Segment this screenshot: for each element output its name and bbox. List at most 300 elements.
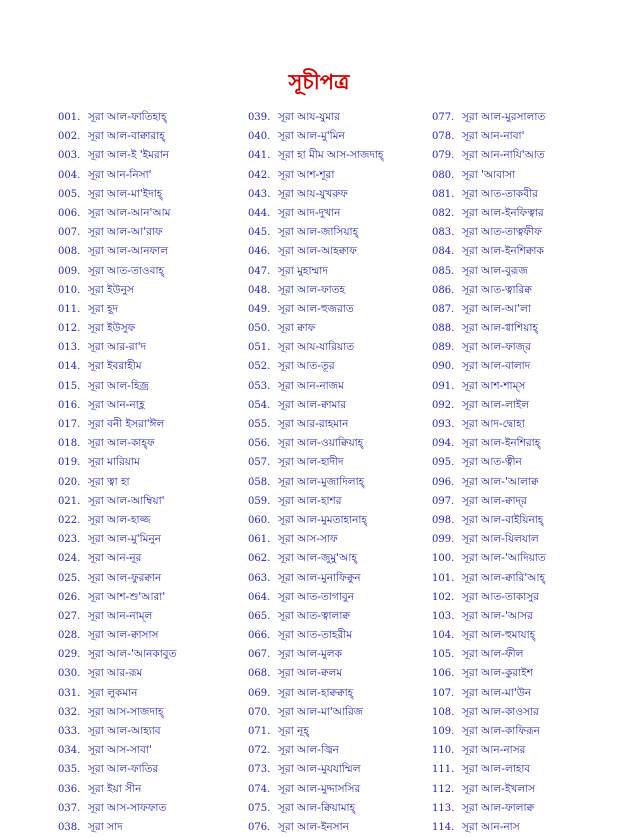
surah-name: সূরা আল-ফাজ্‌র	[462, 341, 531, 354]
toc-entry	[432, 549, 612, 568]
surah-name: সূরা আশ-শূরা	[278, 168, 335, 181]
surah-name: সূরা আত-ত্বারিক্ব	[462, 283, 532, 296]
surah-name: সূরা আল-মুযযাম্মিল	[278, 763, 361, 776]
toc-entry	[432, 569, 612, 588]
toc-entry	[248, 626, 423, 645]
surah-name: সূরা আল-ক্বারি'আহ্	[462, 571, 545, 584]
entry-number: 068.	[248, 668, 271, 680]
entry-number: 083.	[432, 227, 455, 239]
entry-number: 109.	[432, 726, 455, 737]
entry-number: 054.	[248, 399, 271, 411]
surah-name: সূরা আল-হিজ্র	[88, 379, 149, 392]
toc-entry	[58, 396, 228, 415]
entry-number: 063.	[248, 572, 271, 584]
toc-entry	[58, 530, 228, 549]
entry-number: 108.	[432, 706, 455, 718]
surah-name: সূরা আত-তাহরীম	[278, 629, 353, 642]
toc-entry	[58, 760, 228, 779]
surah-name: সূরা আল-ক্বলম	[278, 667, 343, 680]
toc-entry	[248, 338, 423, 357]
entry-number: 085.	[432, 265, 455, 277]
toc-entry	[58, 204, 228, 223]
surah-name: সূরা আল-ফাতহ	[278, 283, 346, 296]
entry-number: 066.	[248, 630, 271, 642]
toc-entry	[248, 319, 423, 338]
toc-entry	[432, 396, 612, 415]
toc-entry	[58, 338, 228, 357]
surah-name: সূরা লুকমান	[88, 686, 138, 699]
entry-number: 033.	[58, 726, 81, 737]
entry-number: 075.	[248, 802, 271, 814]
toc-entry	[58, 185, 228, 204]
surah-name: সূরা আশ-শু'আরা'	[88, 590, 166, 603]
surah-name: সূরা আত-তাগাবুন	[278, 590, 354, 603]
entry-number: 043.	[248, 188, 271, 200]
toc-entry	[248, 799, 423, 818]
entry-number: 114.	[432, 821, 455, 833]
surah-name: সূরা আল-গ্বাশিয়াহ্	[462, 322, 538, 335]
entry-number: 064.	[248, 591, 271, 603]
entry-number: 045.	[248, 227, 271, 239]
toc-entry	[58, 434, 228, 453]
surah-name: সূরা আত-তাকবীর	[462, 187, 538, 200]
entry-number: 071.	[248, 726, 271, 737]
surah-name: সূরা আস-সাফফাত	[88, 801, 167, 814]
surah-name: সূরা আল-'আনকাবুত	[88, 648, 177, 661]
entry-number: 041.	[248, 150, 271, 162]
entry-number: 060.	[248, 514, 271, 526]
entry-number: 070.	[248, 706, 271, 718]
surah-name: সূরা আন-নূর	[88, 552, 142, 565]
surah-name: সূরা হূদ	[88, 302, 119, 315]
toc-entry	[432, 338, 612, 357]
toc-entry	[248, 396, 423, 415]
entry-number: 010.	[58, 284, 81, 296]
surah-name: সূরা আর-রা'দ	[88, 341, 147, 354]
entry-number: 026.	[58, 591, 81, 603]
entry-number: 056.	[248, 438, 271, 450]
toc-entry	[432, 434, 612, 453]
entry-number: 029.	[58, 649, 81, 661]
toc-entry	[432, 530, 612, 549]
entry-number: 078.	[432, 131, 455, 143]
surah-name: সূরা আল-হুমাযাহ্	[462, 629, 536, 642]
toc-entry	[432, 664, 612, 683]
entry-number: 058.	[248, 476, 271, 488]
toc-entry	[58, 607, 228, 626]
entry-number: 084.	[432, 246, 455, 258]
surah-name: সূরা ইয়া সীন	[88, 782, 142, 795]
entry-number: 015.	[58, 380, 81, 392]
entry-number: 022.	[58, 514, 81, 526]
surah-name: সূরা ইবরাহীম	[88, 360, 142, 373]
toc-entry	[58, 664, 228, 683]
toc-entry	[248, 588, 423, 607]
entry-number: 061.	[248, 534, 271, 546]
surah-name: সূরা ইউসুফ	[88, 322, 136, 335]
toc-entry	[432, 473, 612, 492]
surah-name: সূরা আল-ফীল	[462, 648, 524, 661]
toc-entry	[432, 722, 612, 741]
surah-name: সূরা নূহ্	[278, 725, 309, 737]
toc-entry	[432, 703, 612, 722]
surah-name: সূরা আল-লাইল	[462, 398, 530, 411]
entry-number: 032.	[58, 706, 81, 718]
surah-name: সূরা আত-তাত্বফীফ	[462, 226, 542, 239]
toc-entry	[248, 108, 423, 127]
surah-name: সূরা আল-কাফিরূন	[462, 725, 540, 737]
surah-name: সূরা আল-মু'মিন	[278, 130, 345, 143]
entry-number: 001.	[58, 112, 81, 123]
entry-number: 095.	[432, 457, 455, 469]
surah-name: সূরা আল-ইনশিক্বাক	[462, 245, 544, 258]
toc-entry	[248, 473, 423, 492]
entry-number: 047.	[248, 265, 271, 277]
toc-entry	[58, 569, 228, 588]
toc-entry	[248, 146, 423, 165]
entry-number: 018.	[58, 438, 81, 450]
surah-name: সূরা আল-ক্বিয়ামাহ্	[278, 801, 356, 814]
surah-name: সূরা আল-হাদীদ	[278, 456, 344, 469]
toc-entry	[58, 492, 228, 511]
surah-name: সূরা আল-মুজাদিলাহ্	[278, 475, 365, 488]
surah-name: সূরা আল-'আলাক্ব	[462, 475, 539, 488]
entry-number: 014.	[58, 361, 81, 373]
surah-name: সূরা বনী ইসরা'ঈল	[88, 418, 165, 430]
surah-name: সূরা ক্বাফ	[278, 322, 316, 335]
entry-number: 106.	[432, 668, 455, 680]
toc-entry	[248, 127, 423, 146]
surah-name: সূরা আন-নাসর	[462, 744, 526, 757]
entry-number: 024.	[58, 553, 81, 565]
entry-number: 067.	[248, 649, 271, 661]
surah-name: সূরা আল-আনফাল	[88, 245, 169, 258]
entry-number: 052.	[248, 361, 271, 373]
surah-name: সূরা আত-তাকাসুর	[462, 590, 540, 603]
toc-entry	[432, 492, 612, 511]
entry-number: 105.	[432, 649, 455, 661]
toc-entry	[58, 645, 228, 664]
entry-number: 103.	[432, 610, 455, 622]
surah-name: সূরা আল-ইনসান	[278, 820, 349, 833]
surah-name: সূরা আল-ফাতির	[88, 763, 159, 776]
surah-name: সূরা আস-সাজদাহ্	[88, 705, 164, 718]
toc-entry	[58, 357, 228, 376]
entry-number: 049.	[248, 303, 271, 315]
toc-entry	[432, 281, 612, 300]
entry-number: 102.	[432, 591, 455, 603]
surah-name: সূরা আন-নাবা'	[462, 130, 525, 143]
surah-name: সূরা আল-হাশর	[278, 494, 342, 507]
surah-name: সূরা আল-লাহাব	[462, 763, 531, 776]
toc-entry	[432, 818, 612, 837]
surah-name: সূরা আল-আহক্বাফ	[278, 245, 357, 258]
entry-number: 037.	[58, 802, 81, 814]
entry-number: 100.	[432, 553, 455, 565]
entry-number: 073.	[248, 764, 271, 776]
surah-name: সূরা আল-ফাতিহাহ্	[88, 111, 167, 123]
entry-number: 030.	[58, 668, 81, 680]
surah-name: সূরা আল-কাওসার	[462, 705, 539, 718]
toc-entry	[248, 415, 423, 434]
entry-number: 057.	[248, 457, 271, 469]
toc-entry	[432, 185, 612, 204]
surah-name: সূরা আল-ফালাক্ব	[462, 801, 535, 814]
toc-entry	[248, 569, 423, 588]
surah-name: সূরা আল-মুদ্দাসসির	[278, 782, 361, 795]
toc-entry	[248, 281, 423, 300]
entry-number: 086.	[432, 284, 455, 296]
surah-name: সূরা আল-মুনাফিক্বুন	[278, 571, 361, 584]
surah-name: সূরা আল-আম্বিয়া'	[88, 494, 165, 507]
surah-name: সূরা আন-নাযি'আত	[462, 149, 545, 162]
toc-entry	[58, 511, 228, 530]
entry-number: 036.	[58, 783, 81, 795]
surah-name: সূরা আল-ইখলাস	[462, 782, 536, 795]
toc-entry	[58, 146, 228, 165]
toc-entry	[432, 607, 612, 626]
entry-number: 079.	[432, 150, 455, 162]
entry-number: 072.	[248, 745, 271, 757]
surah-name: সূরা মারিয়াম	[88, 456, 140, 469]
toc-entry	[248, 377, 423, 396]
surah-name: সূরা আত-ত্বালাক্ব	[278, 609, 350, 622]
surah-name: সূরা আল-যিলযাল	[462, 533, 539, 546]
surah-name: সূরা আয-যুমার	[278, 111, 340, 123]
toc-column-2	[248, 108, 423, 837]
toc-entry	[432, 780, 612, 799]
toc-entry	[432, 242, 612, 261]
toc-entry	[58, 818, 228, 837]
entry-number: 017.	[58, 419, 81, 430]
surah-name: সূরা আস-সাফ	[278, 533, 338, 546]
entry-number: 110.	[432, 745, 455, 757]
entry-number: 090.	[432, 361, 455, 373]
surah-name: সূরা ত্বা হা	[88, 475, 130, 488]
surah-name: সূরা আল-জাসিয়াহ্	[278, 226, 359, 239]
entry-number: 038.	[58, 821, 81, 833]
surah-name: সূরা আল-মু'মিনুন	[88, 533, 162, 546]
toc-entry	[432, 377, 612, 396]
toc-entry	[58, 377, 228, 396]
entry-number: 065.	[248, 610, 271, 622]
toc-entry	[248, 818, 423, 837]
toc-entry	[248, 511, 423, 530]
entry-number: 034.	[58, 745, 81, 757]
toc-entry	[248, 664, 423, 683]
surah-name: সূরা আল-ক্বাদ্‌র	[462, 494, 527, 507]
entry-number: 048.	[248, 284, 271, 296]
entry-number: 113.	[432, 802, 455, 814]
surah-name: সূরা আন-নাহ্ল	[88, 398, 145, 411]
toc-entry	[248, 223, 423, 242]
toc-entry	[248, 204, 423, 223]
entry-number: 111.	[432, 764, 455, 776]
entry-number: 023.	[58, 534, 81, 546]
entry-number: 009.	[58, 265, 81, 277]
entry-number: 074.	[248, 783, 271, 795]
toc-entry	[58, 626, 228, 645]
surah-name: সূরা আল-ই 'ইমরান	[88, 149, 170, 162]
surah-name: সূরা আল-মুরসালাত	[462, 111, 546, 123]
toc-entry	[432, 262, 612, 281]
surah-name: সূরা আত-তূর	[278, 360, 335, 373]
entry-number: 053.	[248, 380, 271, 392]
surah-name: সূরা আল-আ'লা	[462, 302, 531, 315]
surah-name: সূরা আল-বাক্বারাহ্	[88, 130, 165, 143]
entry-number: 035.	[58, 764, 81, 776]
entry-number: 104.	[432, 630, 455, 642]
toc-entry	[58, 453, 228, 472]
surah-name: সূরা হা মীম আস-সাজদাহ্	[278, 149, 384, 162]
entry-number: 069.	[248, 687, 271, 699]
surah-name: সূরা আল-জুমু'আহ্	[278, 552, 357, 565]
entry-number: 107.	[432, 687, 455, 699]
surah-name: সূরা আল-ওয়াক্বিয়াহ্	[278, 437, 364, 450]
toc-entry	[58, 319, 228, 338]
toc-entry	[432, 300, 612, 319]
entry-number: 076.	[248, 821, 271, 833]
toc-entry	[432, 166, 612, 185]
entry-number: 042.	[248, 169, 271, 181]
toc-entry	[58, 262, 228, 281]
surah-name: সূরা আস-সাবা'	[88, 744, 152, 757]
entry-number: 003.	[58, 150, 81, 162]
surah-name: সূরা আল-হাক্বক্বাহ্	[278, 686, 354, 699]
toc-entry	[432, 415, 612, 434]
toc-entry	[432, 760, 612, 779]
surah-name: সূরা আত-তাওবাহ্	[88, 264, 165, 277]
toc-entry	[58, 741, 228, 760]
surah-name: সূরা আন-নাম্‌ল	[88, 609, 153, 622]
entry-number: 040.	[248, 131, 271, 143]
toc-entry	[248, 357, 423, 376]
surah-name: সূরা আল-মা'আরিজ	[278, 705, 364, 718]
surah-name: সূরা আন-নাস	[462, 820, 520, 833]
toc-entry	[432, 319, 612, 338]
surah-name: সূরা আত-ত্বীন	[462, 456, 522, 469]
toc-entry	[58, 127, 228, 146]
surah-name: সূরা সাদ	[88, 820, 123, 833]
toc-entry	[248, 434, 423, 453]
toc-entry	[432, 645, 612, 664]
surah-name: সূরা আল-মা'উন	[462, 686, 532, 699]
surah-name: সূরা আন-নিসা'	[88, 168, 152, 181]
entry-number: 020.	[58, 476, 81, 488]
surah-name: সূরা আন-নাজম	[278, 379, 344, 392]
toc-entry	[432, 146, 612, 165]
surah-name: সূরা আল-বাইয়িনাহ্	[462, 513, 544, 526]
entry-number: 059.	[248, 495, 271, 507]
surah-name: সূরা আদ-দুখান	[278, 206, 341, 219]
entry-number: 088.	[432, 323, 455, 335]
surah-name: সূরা আল-কুরাইশ	[462, 667, 533, 680]
surah-name: সূরা আশ-শাম্‌স	[462, 379, 526, 392]
entry-number: 027.	[58, 610, 81, 622]
toc-entry	[248, 166, 423, 185]
surah-name: সূরা আল-মুমতাহানাহ্	[278, 513, 367, 526]
entry-number: 044.	[248, 207, 271, 219]
entry-number: 099.	[432, 534, 455, 546]
entry-number: 096.	[432, 476, 455, 488]
surah-name: সূরা আর-রূম	[88, 667, 143, 680]
entry-number: 051.	[248, 342, 271, 354]
surah-name: সূরা আর-রাহমান	[278, 418, 349, 430]
toc-entry	[248, 530, 423, 549]
toc-entry	[58, 166, 228, 185]
toc-entry	[248, 684, 423, 703]
entry-number: 080.	[432, 169, 455, 181]
entry-number: 046.	[248, 246, 271, 258]
toc-entry	[248, 760, 423, 779]
toc-entry	[58, 703, 228, 722]
entry-number: 007.	[58, 227, 81, 239]
entry-number: 082.	[432, 207, 455, 219]
toc-entry	[248, 549, 423, 568]
entry-number: 002.	[58, 131, 81, 143]
toc-entry	[58, 281, 228, 300]
entry-number: 006.	[58, 207, 81, 219]
toc-entry	[58, 684, 228, 703]
toc-entry	[58, 588, 228, 607]
surah-name: সূরা ইউনুস	[88, 283, 134, 296]
surah-name: সূরা আদ-দ্বোহা	[462, 418, 525, 430]
entry-number: 004.	[58, 169, 81, 181]
toc-entry	[432, 357, 612, 376]
entry-number: 008.	[58, 246, 81, 258]
toc-entry	[432, 626, 612, 645]
entry-number: 093.	[432, 419, 455, 430]
entry-number: 039.	[248, 112, 271, 123]
page-title: সূচীপত্র	[288, 70, 350, 94]
surah-name: সূরা আল-ক্বামার	[278, 398, 347, 411]
surah-name: সূরা আল-ইনশিরাহ্	[462, 437, 541, 450]
surah-name: সূরা আল-আহ্যাব	[88, 725, 161, 737]
entry-number: 062.	[248, 553, 271, 565]
surah-name: সূরা আল-বালাদ	[462, 360, 531, 373]
toc-entry	[248, 242, 423, 261]
toc-entry	[248, 645, 423, 664]
surah-name: সূরা আয-যুখরুফ	[278, 187, 348, 200]
entry-number: 089.	[432, 342, 455, 354]
surah-name: সূরা 'আবাসা	[462, 168, 516, 181]
toc-entry	[432, 204, 612, 223]
surah-name: সূরা আল-হুজরাত	[278, 302, 354, 315]
entry-number: 028.	[58, 630, 81, 642]
entry-number: 081.	[432, 188, 455, 200]
toc-entry	[248, 722, 423, 741]
entry-number: 092.	[432, 399, 455, 411]
toc-entry	[248, 607, 423, 626]
surah-name: সূরা মুহাম্মাদ	[278, 264, 328, 277]
entry-number: 050.	[248, 323, 271, 335]
entry-number: 087.	[432, 303, 455, 315]
surah-name: সূরা আল-মা'ইদাহ্	[88, 187, 163, 200]
entry-number: 055.	[248, 419, 271, 430]
entry-number: 021.	[58, 495, 81, 507]
entry-number: 091.	[432, 380, 455, 392]
surah-name: সূরা আল-'আদিয়াত	[462, 552, 546, 565]
toc-entry	[432, 511, 612, 530]
toc-entry	[58, 722, 228, 741]
entry-number: 077.	[432, 112, 455, 123]
entry-number: 012.	[58, 323, 81, 335]
toc-entry	[58, 108, 228, 127]
toc-entry	[58, 473, 228, 492]
surah-name: সূরা আল-হাজ্জ	[88, 513, 151, 526]
surah-name: সূরা আল-জ্বিন	[278, 744, 339, 757]
toc-entry	[432, 799, 612, 818]
